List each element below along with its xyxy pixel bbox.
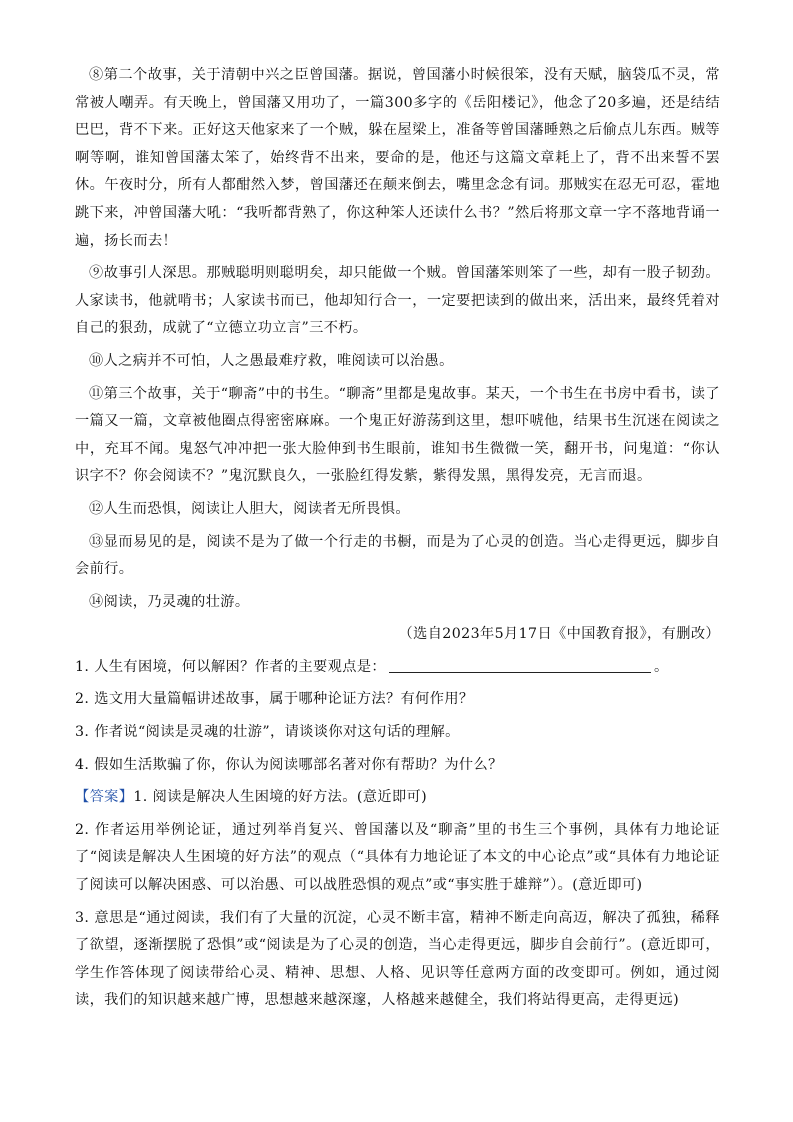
paragraph-14 xyxy=(75,589,720,617)
question-1-end: 。 xyxy=(654,658,669,675)
answer-1-text: 1. 阅读是解决人生困境的好方法。(意近即可) xyxy=(133,789,428,806)
paragraph-10 xyxy=(75,348,720,376)
answer-blank[interactable] xyxy=(389,658,651,673)
question-4: 4. 假如生活欺骗了你，你认为阅读哪部名著对你有帮助？为什么？ xyxy=(75,756,503,773)
paragraph-text: 阅读，乃灵魂的壮游。 xyxy=(103,593,250,610)
answer-3: 3. 意思是“通过阅读，我们有了大量的沉淀，心灵不断丰富，精神不断走向高迈，解决了孤独，稀释了欲望，逐渐摆脱了恐惧”或“阅读是为了心灵的创造，当心走得更远，脚步自会前行”。(意近即可，学生作答体现了阅读带给心灵、精神、思想、人格、见识等任意两方面的改变即可。例如，通过阅读，我们的知识越来越广博，思想越来越深邃，人格越来越健全，我们将站得更高，走得更远) xyxy=(75,909,720,1009)
paragraph-11 xyxy=(75,381,720,491)
paragraph-text: 第二个故事，关于清朝中兴之臣曾国藩。据说，曾国藩小时候很笨，没有天赋，脑袋瓜不灵，常常被人嘲弄。有天晚上，曾国藩又用功了，一篇300多字的《岳阳楼记》，他念了20多遍，还是结结巴巴，背不下来。正好这天他家来了一个贼，躲在屋梁上，准备等曾国藩睡熟之后偷点儿东西。贼等啊等啊，谁知曾国藩太笨了，始终背不出来，要命的是，他还与这篇文章耗上了，背不出来誓不罢休。午夜时分，所有人都酣然入梦，曾国藩还在颠来倒去，嘴里念念有词。那贼实在忍无可忍，霍地跳下来，冲曾国藩大吼：“我听都背熟了，你这种笨人还读什么书？”然后将那文章一字不落地背诵一遍，扬长而去！ xyxy=(75,67,720,249)
paragraph-text: 人之病并不可怕，人之愚最难疗救，唯阅读可以治愚。 xyxy=(103,352,454,369)
paragraph-13 xyxy=(75,529,720,584)
paragraph-number: ⑩ xyxy=(89,352,104,369)
paragraph-number: ⑨ xyxy=(89,265,104,282)
paragraph-9 xyxy=(75,260,720,343)
answer-2: 2. 作者运用举例论证，通过列举肖复兴、曾国藩以及“聊斋”里的书生三个事例，具体有力地论证了“阅读是解决人生困境的好方法”的观点（“具体有力地论证了本文的中心论点”或“具体有力地论证了阅读可以解决困惑、可以治愚、可以战胜恐惧的观点”或“事实胜于雄辩”）。(意近即可) xyxy=(75,821,720,894)
paragraph-number: ⑫ xyxy=(89,500,104,517)
paragraph-text: 人生而恐惧，阅读让人胆大，阅读者无所畏惧。 xyxy=(103,500,410,517)
question-3: 3. 作者说“阅读是灵魂的壮游”，请谈谈你对这句话的理解。 xyxy=(75,724,460,741)
question-1-text: 1. 人生有困境，何以解困？作者的主要观点是： xyxy=(75,658,386,675)
answer-1 xyxy=(75,784,720,812)
document-content xyxy=(75,62,720,1020)
paragraph-8 xyxy=(75,62,720,255)
paragraph-text: 第三个故事，关于“聊斋”中的书生。“聊斋”里都是鬼故事。某天，一个书生在书房中看书，读了一篇又一篇，文章被他圈点得密密麻麻。一个鬼正好游荡到这里，想吓唬他，结果书生沉迷在阅读之中，充耳不闻。鬼怒气冲冲把一张大脸伸到书生眼前，谁知书生微微一笑，翻开书，问鬼道：“你认识字不？你会阅读不？”鬼沉默良久，一张脸红得发紫，紫得发黑，黑得发亮，无言而退。 xyxy=(75,385,720,485)
question-2: 2. 选文用大量篇幅讲述故事，属于哪种论证方法？有何作用？ xyxy=(75,691,474,708)
paragraph-number: ⑬ xyxy=(89,533,104,550)
article-source: （选自2023年5月17日《中国教育报》，有删改） xyxy=(398,626,720,643)
paragraph-number: ⑭ xyxy=(89,593,104,610)
paragraph-number: ⑧ xyxy=(89,67,104,83)
question-1 xyxy=(75,654,720,682)
paragraph-12 xyxy=(75,496,720,524)
paragraph-text: 故事引人深思。那贼聪明则聪明矣，却只能做一个贼。曾国藩笨则笨了一些，却有一股子韧劲。人家读书，他就啃书；人家读书而已，他却知行合一，一定要把读到的做出来，活出来，最终凭着对自己的狠劲，成就了“立德立功立言”三不朽。 xyxy=(75,265,720,337)
paragraph-number: ⑪ xyxy=(89,385,104,402)
answer-tag: 【答案】 xyxy=(75,789,134,806)
paragraph-text: 显而易见的是，阅读不是为了做一个行走的书橱，而是为了心灵的创造。当心走得更远，脚步自会前行。 xyxy=(75,533,720,578)
